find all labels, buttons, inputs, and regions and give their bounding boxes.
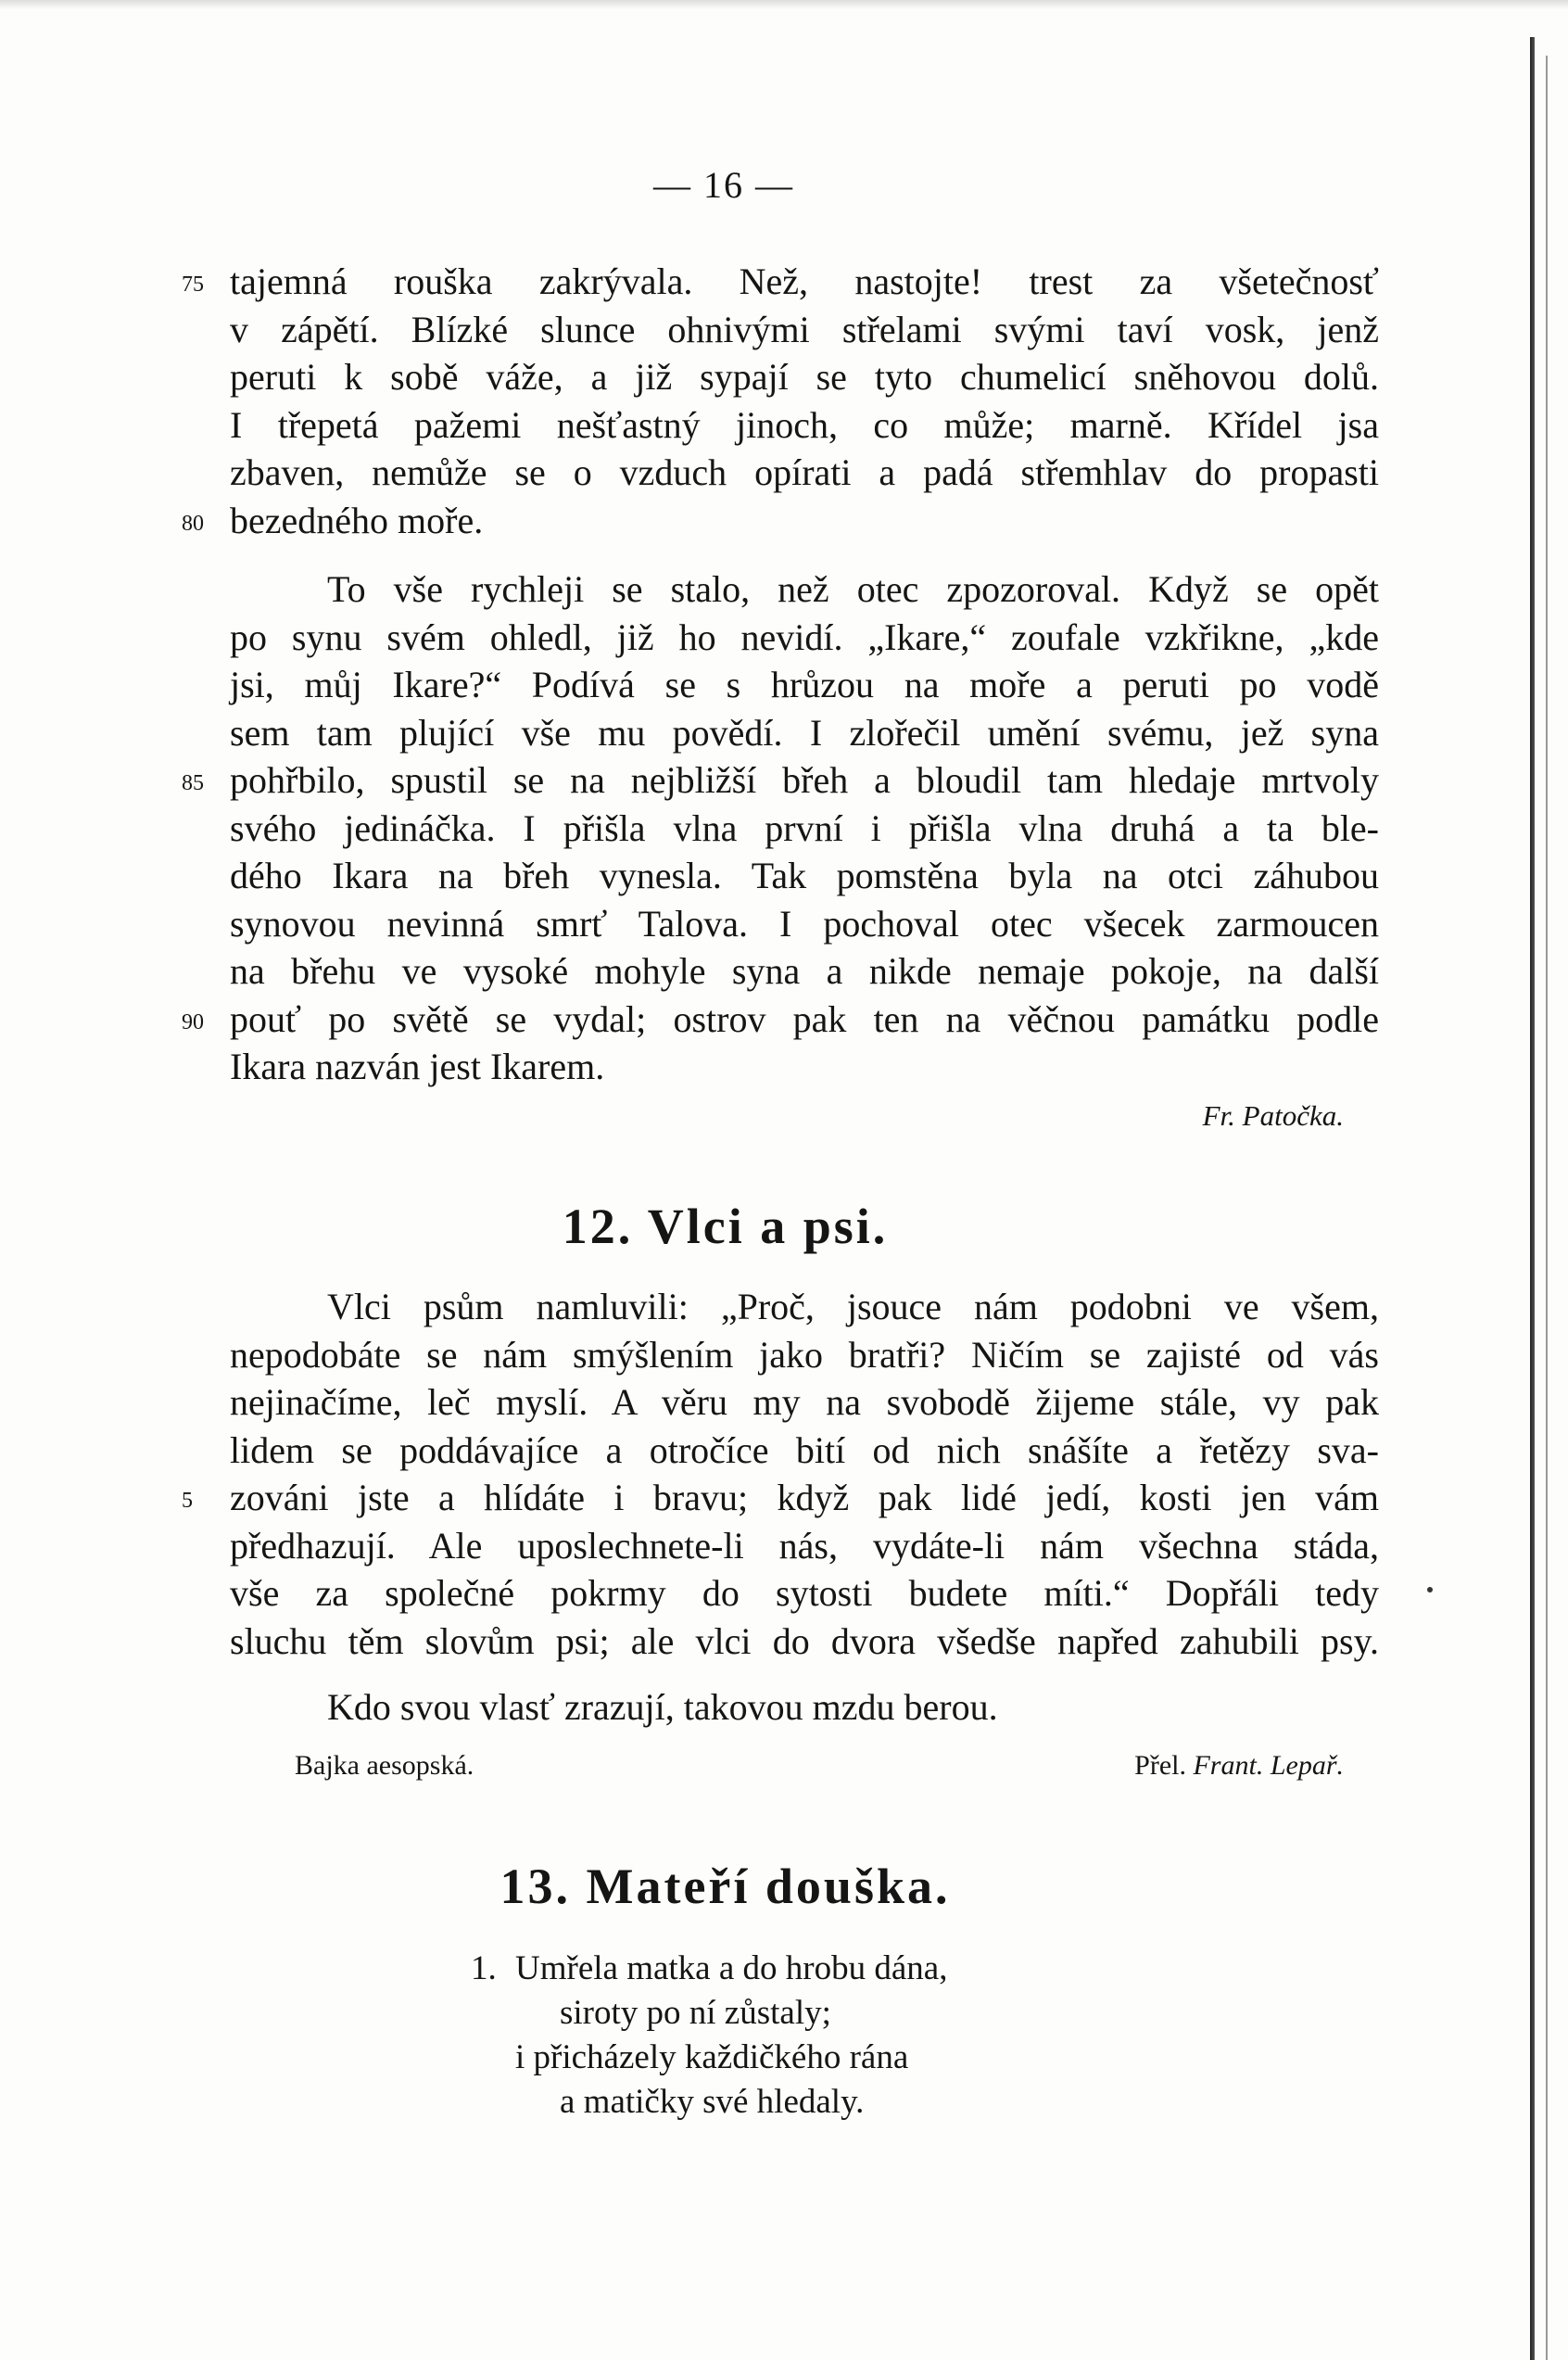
text-line: peruti k sobě váže, a již sypají se tyto chumelicí sněhovou dolů. <box>230 356 1379 398</box>
page-binding-edge <box>1530 37 1535 2360</box>
text-line: na břehu ve vysoké mohyle syna a nikde nemaje pokoje, na další <box>230 950 1379 992</box>
section-heading: 12. Vlci a psi. <box>562 1199 889 1254</box>
text-line: sluchu těm slovům psi; ale vlci do dvora všedše napřed zahubili psy. <box>230 1619 1379 1662</box>
text-line: synovou nevinná smrť Talova. I pochoval otec všecek zarmoucen <box>230 902 1379 945</box>
page-binding-edge-inner <box>1546 56 1548 2360</box>
text-line: Kdo svou vlasť zrazují, takovou mzdu berou. <box>327 1686 998 1728</box>
text-line: lidem se poddávajíce a otročíce bití od nich snášíte a řetězy sva- <box>230 1428 1379 1471</box>
text-line: 75 tajemná rouška zakrývala. Než, nastojte! trest za všetečnosť <box>230 258 1379 306</box>
text-line: zbaven, nemůže se o vzduch opírati a padá střemhlav do propasti <box>230 451 1379 493</box>
text-line: svého jedináčka. I přišla vlna první i přišla vlna druhá a ta ble- <box>230 806 1379 849</box>
fable-attribution <box>295 1750 1344 1782</box>
line-number: 5 <box>182 1489 193 1513</box>
text-line: dého Ikara na břeh vynesla. Tak pomstěna byla na otci záhubou <box>230 855 1379 896</box>
poem-stanza <box>471 1947 947 2125</box>
section-heading: 13. Mateří douška. <box>499 1859 951 1914</box>
text-line: po synu svém ohledl, již ho nevidí. „Ikare,“ zoufale vzkřikne, „kde <box>230 615 1379 658</box>
paragraph-ikaros-end <box>182 258 1379 544</box>
poem-line: siroty po ní zůstaly; <box>560 1994 831 2032</box>
text-line: jsi, můj Ikare?“ Podívá se s hrůzou na moře a peruti po vodě <box>230 664 1379 705</box>
moral-line <box>230 1683 1379 1732</box>
text-line: nejinačíme, leč myslí. A věru my na svobodě žijeme stále, vy pak <box>230 1381 1379 1423</box>
poem-line: a matičky své hledaly. <box>560 2083 865 2121</box>
text-line: 90 pouť po světě se vydal; ostrov pak ten na věčnou památku podle <box>230 996 1379 1044</box>
text-line: 80 bezedného moře. <box>230 497 1379 545</box>
paragraph-ikaros-death <box>182 565 1379 1091</box>
text-line: Vlci psům namluvili: „Proč, jsouce nám podobni ve všem, <box>327 1286 1379 1327</box>
poem-line: i přicházely každičkého rána <box>515 2038 909 2076</box>
line-number: 75 <box>182 273 204 297</box>
paragraph-fable <box>182 1283 1379 1665</box>
translator: Přel. Frant. Lepař. <box>1134 1750 1344 1781</box>
text-line: Ikara nazván jest Ikarem. <box>230 1046 605 1087</box>
text-line: sem tam plující vše mu povědí. I zlořečil umění svému, jež syna <box>230 711 1379 754</box>
text-line: předhazují. Ale uposlechnete-li nás, vydáte-li nám všechna stáda, <box>230 1524 1379 1567</box>
text-line: 85 pohřbilo, spustil se na nejbližší břeh a bloudil tam hledaje mrtvoly <box>230 756 1379 805</box>
poem-line: 1. Umřela matka a do hrobu dána, <box>471 1947 947 1991</box>
page-number: — 16 — <box>653 164 794 206</box>
text-line: vše za společné pokrmy do sytosti budete míti.“ Dopřáli tedy <box>230 1572 1379 1614</box>
fable-source: Bajka aesopská. <box>295 1750 474 1781</box>
text-line: I třepetá pažemi nešťastný jinoch, co může; marně. Křídel jsa <box>230 403 1379 446</box>
text-line: 5 zováni jste a hlídáte i bravu; když pak lidé jedí, kosti jen vám <box>230 1474 1379 1522</box>
text-line: To vše rychleji se stalo, než otec zpozoroval. Když se opět <box>327 568 1379 610</box>
page-top-shadow <box>0 0 1568 9</box>
text-line: v zápětí. Blízké slunce ohnivými střelami svými taví vosk, jenž <box>230 308 1379 350</box>
stanza-number: 1. <box>471 1949 497 1987</box>
line-number: 85 <box>182 771 204 795</box>
speck <box>1427 1587 1433 1592</box>
text-line: nepodobáte se nám smýšlením jako bratři? Ničím se zajisté od vás <box>230 1333 1379 1376</box>
line-number: 80 <box>182 511 204 536</box>
author-signature: Fr. Patočka. <box>1202 1099 1344 1132</box>
line-number: 90 <box>182 1009 204 1034</box>
